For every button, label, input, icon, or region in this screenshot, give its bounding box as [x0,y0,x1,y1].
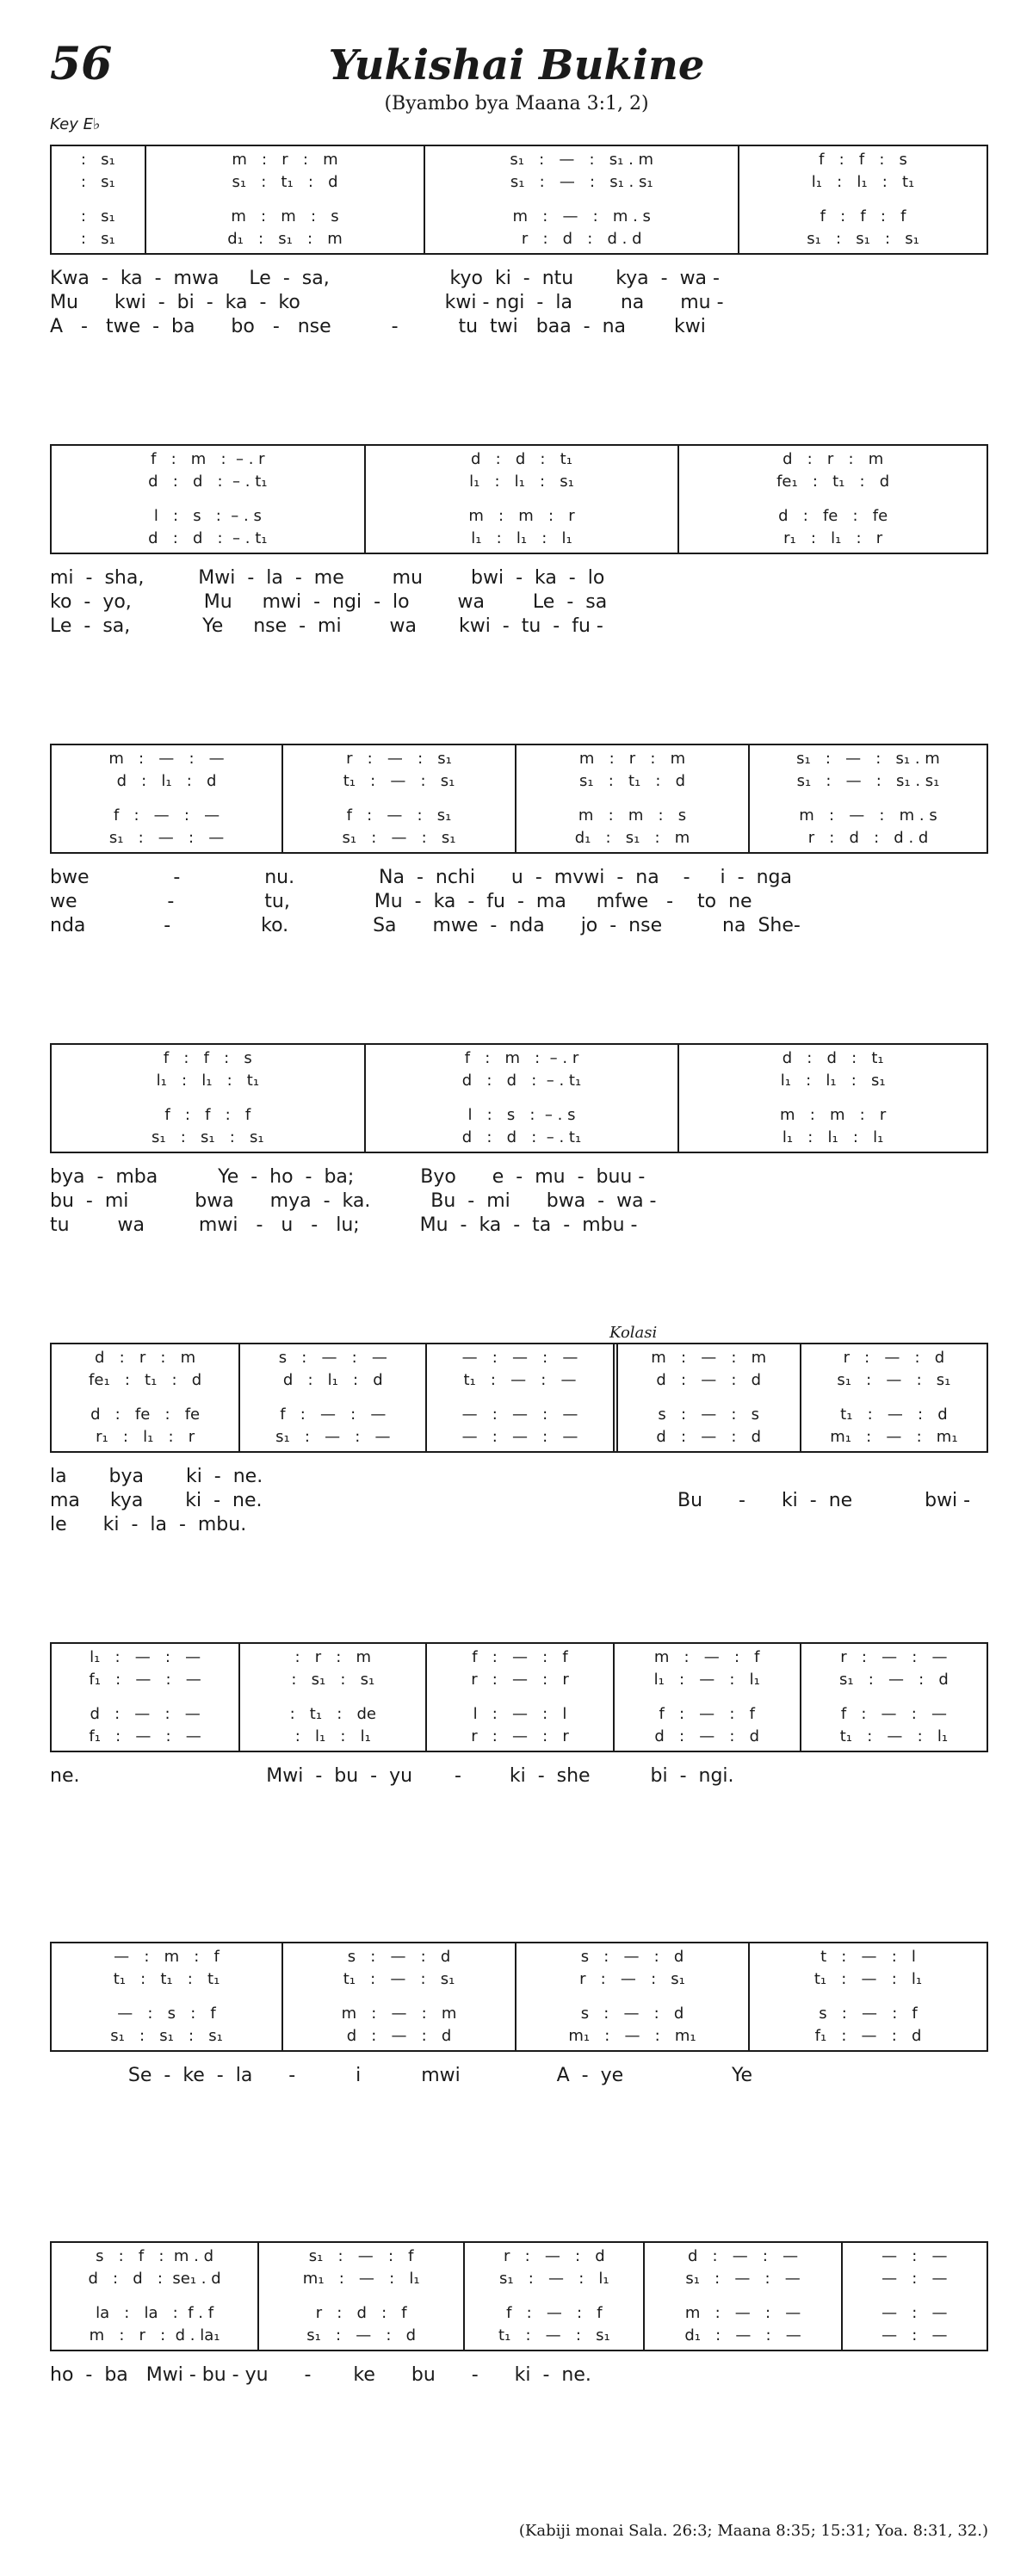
music-system [50,744,988,943]
lyric-line: ko - yo, Mu mwi - ngi - lo wa Le - sa [50,591,608,613]
note-row: r : — : r [471,1727,569,1745]
note-row: f : f : s [163,1049,252,1067]
note-row: d : l₁ : d [282,1371,383,1389]
note-row: m : — : m . s [799,806,937,825]
note-row: t₁ : t₁ : t₁ [113,1970,220,1988]
music-system [50,1343,988,1542]
note-row: f : — : — [280,1405,387,1424]
note-row: m : m : r [468,507,575,525]
measure [145,146,424,253]
note-row: m : m : s [231,207,339,225]
lyrics-block [50,2064,988,2141]
note-row: d : fe : fe [90,1405,201,1424]
measure [364,446,678,553]
note-row: r : — : s₁ [579,1970,685,1988]
lyric-line: ma kya ki - ne. Bu - ki - ne bwi - [50,1490,971,1511]
note-row: fe₁ : t₁ : d [776,473,890,491]
note-row: d : — : d [656,1371,762,1389]
staff-box [50,1343,988,1453]
measure [425,1644,612,1751]
note-row: d : d : – . t₁ [461,1072,582,1090]
note-row: s : — : d [347,1948,451,1966]
lyric-line: Le - sa, Ye nse - mi wa kwi - tu - fu - [50,615,603,637]
note-row: d₁ : s₁ : m [574,829,690,847]
note-row: m₁ : — : m₁ [568,2027,696,2045]
note-row: r : d : f [315,2304,407,2322]
note-row: r₁ : l₁ : r [783,529,883,547]
note-row: s₁ : s₁ : s₁ [110,2027,223,2045]
lyric-line: we - tu, Mu - ka - fu - ma mfwe - to ne [50,891,752,912]
note-row: s₁ : — : d [838,1671,949,1689]
staff-box [50,2241,988,2351]
measure [52,1644,238,1751]
note-row: : s₁ [80,173,115,191]
lyrics-block [50,566,988,644]
note-row: f : m : – . r [464,1049,579,1067]
note-row: s₁ : t₁ : d [232,173,338,191]
note-row: l₁ : — : l₁ [653,1671,760,1689]
note-row: fe₁ : t₁ : d [89,1371,202,1389]
music-system [50,444,988,644]
measure [238,1344,425,1451]
note-row: m : r : d . la₁ [89,2326,220,2344]
note-row: s : — : f [819,2005,918,2023]
note-row: — : — [881,2304,948,2322]
lyric-line: ne. Mwi - bu - yu - ki - she bi - ngi. [50,1765,734,1787]
note-row: d : d : t₁ [782,1049,884,1067]
note-row: f₁ : — : d [814,2027,922,2045]
lyric-line: Se - ke - la - i mwi A - ye Ye [50,2065,753,2086]
note-row: d : — : d [656,1428,762,1446]
music-system [50,145,988,344]
measure [738,146,987,253]
measure [364,1045,678,1152]
note-row: m₁ : — : l₁ [302,2270,420,2288]
music-system [50,1642,988,1842]
measure [841,2243,987,2350]
measure [281,745,515,852]
staff-box [50,744,988,854]
note-row: s₁ : s₁ : s₁ [152,1128,264,1146]
note-row: — : m : f [114,1948,220,1966]
note-row: : s₁ : s₁ [291,1671,375,1689]
measure [677,1045,987,1152]
note-row: m : — : m . s [512,207,651,225]
note-row: f : f : f [164,1106,251,1124]
note-row: t₁ : — : l₁ [813,1970,923,1988]
measure [424,146,738,253]
measure [281,1943,515,2050]
note-row: r : — : d [504,2247,605,2265]
note-row: d : d : t₁ [471,450,572,468]
measure [52,745,281,852]
measure [800,1344,987,1451]
staff-box [50,1942,988,2052]
note-row: s₁ : — : s₁ . s₁ [510,173,653,191]
measure [748,1943,987,2050]
note-row: r : d : d . d [521,230,642,248]
measure [52,446,364,553]
measure [748,745,987,852]
note-row: — : — [881,2247,948,2265]
note-row: m : — : m [341,2005,457,2023]
music-system [50,1043,988,1243]
key-signature: Key E♭ [50,115,101,133]
note-row: l₁ : l₁ : s₁ [469,473,574,491]
note-row: m₁ : — : m₁ [830,1428,958,1446]
note-row: : l₁ : l₁ [294,1727,371,1745]
note-row: t₁ : — : s₁ [343,1970,455,1988]
note-row: s₁ : t₁ : d [578,772,686,790]
note-row: la : la : f . f [96,2304,214,2322]
measure [425,1344,612,1451]
lyric-line: ho - ba Mwi - bu - yu - ke bu - ki - ne. [50,2364,591,2386]
note-row: — : — : — [461,1405,578,1424]
note-row: l : s : – . s [153,507,262,525]
note-row: l : — : l [473,1705,567,1723]
note-row: m : — : m [651,1349,767,1367]
lyric-line: la bya ki - ne. [50,1466,263,1487]
lyric-line: bu - mi bwa mya - ka. Bu - mi bwa - wa - [50,1190,657,1212]
measure [52,1045,364,1152]
note-row: : t₁ : de [289,1705,376,1723]
note-row: : s₁ [80,151,115,169]
note-row: l₁ : l₁ : l₁ [782,1128,884,1146]
note-row: m : m : r [780,1106,887,1124]
lyrics-block [50,267,988,344]
measure [800,1644,987,1751]
note-row: d : d : – . t₁ [148,473,268,491]
measure [515,1943,748,2050]
scripture-reference: (Byambo bya Maana 3:1, 2) [384,93,649,114]
note-row: d : r : m [95,1349,196,1367]
measure [643,2243,840,2350]
note-row: d : d : – . t₁ [461,1128,582,1146]
note-row: d : fe : fe [778,507,888,525]
note-row: — : s : f [117,2005,216,2023]
staff-box [50,1043,988,1153]
measure [613,1344,800,1451]
note-row: f : — : f [506,2304,603,2322]
note-row: s₁ : — : — [275,1428,391,1446]
note-row: d : — : — [90,1705,201,1723]
measure [52,2243,257,2350]
note-row: — : — : — [461,1428,578,1446]
lyric-line: Kwa - ka - mwa Le - sa, kyo ki - ntu kya - wa - [50,268,720,289]
measure [515,745,748,852]
lyrics-block [50,1165,988,1243]
note-row: f : — : f [659,1705,755,1723]
lyric-line: tu wa mwi - u - lu; Mu - ka - ta - mbu - [50,1214,638,1236]
note-row: f : — : s₁ [346,806,452,825]
hymn-number: 56 [50,38,113,90]
note-row: d : r : m [782,450,884,468]
note-row: l₁ : l₁ : s₁ [780,1072,886,1090]
note-row: f : — : — [113,806,220,825]
lyrics-block [50,1764,988,1842]
footnote: (Kabiji monai Sala. 26:3; Maana 8:35; 15:31; Yoa. 8:31, 32.) [518,2522,988,2540]
note-row: l₁ : l₁ : t₁ [156,1072,260,1090]
staff-box [50,1642,988,1752]
note-row: : s₁ [80,207,115,225]
lyric-line: le ki - la - mbu. [50,1514,247,1535]
note-row: t₁ : — : — [463,1371,577,1389]
note-row: s : — : — [278,1349,387,1367]
note-row: r₁ : l₁ : r [96,1428,195,1446]
note-row: s₁ : — : s₁ [837,1371,951,1389]
staff-box [50,444,988,554]
lyrics-block [50,2363,988,2441]
music-system [50,2241,988,2441]
measure [677,446,987,553]
note-row: f : m : – . r [151,450,265,468]
measure [238,1644,425,1751]
lyric-line: A - twe - ba bo - nse - tu twi baa - na kwi [50,316,706,337]
note-row: t₁ : — : l₁ [839,1727,949,1745]
note-row: d : d : – . t₁ [148,529,268,547]
lyric-line: mi - sha, Mwi - la - me mu bwi - ka - lo [50,567,605,589]
note-row: d₁ : — : — [684,2326,801,2344]
note-row: d : d : se₁ . d [88,2270,221,2288]
note-row: s₁ : — : f [308,2247,414,2265]
note-row: d₁ : s₁ : m [227,230,343,248]
note-row: s₁ : — : s₁ . m [796,750,940,768]
note-row: m : — : — [684,2304,801,2322]
note-row: f : — : f [472,1648,568,1666]
music-system [50,1942,988,2141]
hymn-title: Yukishai Bukine [328,41,705,90]
measure [52,146,145,253]
lyric-line: bwe - nu. Na - nchi u - mvwi - na - i - nga [50,867,792,888]
staff-box [50,145,988,255]
note-row: s : — : s [658,1405,759,1424]
lyric-line: nda - ko. Sa mwe - nda jo - nse na She- [50,915,801,936]
lyrics-block [50,866,988,943]
note-row: — : — : — [461,1349,578,1367]
note-row: t₁ : — : s₁ [498,2326,610,2344]
note-row: s₁ : s₁ : s₁ [807,230,919,248]
note-row: m : r : m [232,151,338,169]
note-row: s : f : m . d [96,2247,214,2265]
note-row: s₁ : — : d [306,2326,417,2344]
measure [613,1644,800,1751]
measure [52,1943,281,2050]
note-row: s : — : d [580,2005,684,2023]
measure [52,1344,238,1451]
note-row: f₁ : — : — [89,1727,201,1745]
note-row: — : — [881,2270,948,2288]
note-row: f : f : s [819,151,907,169]
note-row: m : — : — [108,750,225,768]
note-row: s₁ : — : l₁ [499,2270,609,2288]
note-row: s₁ : — : s₁ . s₁ [796,772,940,790]
note-row: t₁ : — : s₁ [343,772,455,790]
note-row: s₁ : — : — [685,2270,801,2288]
note-row: r : — : — [840,1648,948,1666]
note-row: s₁ : — : s₁ [342,829,456,847]
lyric-line: Mu kwi - bi - ka - ko kwi - ngi - la na mu - [50,292,724,313]
note-row: s : — : d [580,1948,684,1966]
note-row: f : — : — [840,1705,947,1723]
note-row: r : — : d [843,1349,945,1367]
note-row: t₁ : — : d [840,1405,948,1424]
note-row: — : — [881,2326,948,2344]
note-row: d : — : — [687,2247,799,2265]
measure [463,2243,643,2350]
note-row: d : — : d [654,1727,760,1745]
note-row: t : — : l [820,1948,916,1966]
note-row: f₁ : — : — [89,1671,201,1689]
note-row: r : — : r [471,1671,569,1689]
note-row: r : d : d . d [807,829,929,847]
lyrics-block [50,1465,988,1542]
note-row: l₁ : — : — [90,1648,201,1666]
measure [257,2243,463,2350]
note-row: : s₁ [80,230,115,248]
note-row: : r : m [294,1648,372,1666]
note-row: l₁ : l₁ : l₁ [471,529,572,547]
note-row: m : m : s [578,806,687,825]
note-row: f : f : f [820,207,906,225]
chorus-label: Kolasi [609,1324,658,1342]
note-row: l₁ : l₁ : t₁ [811,173,915,191]
note-row: d : — : d [346,2027,452,2045]
note-row: d : l₁ : d [116,772,217,790]
note-row: l : s : – . s [467,1106,576,1124]
note-row: s₁ : — : — [108,829,225,847]
note-row: m : r : m [578,750,686,768]
lyric-line: bya - mba Ye - ho - ba; Byo e - mu - buu - [50,1166,646,1188]
note-row: r : — : s₁ [346,750,452,768]
note-row: m : — : f [653,1648,760,1666]
note-row: s₁ : — : s₁ . m [510,151,654,169]
